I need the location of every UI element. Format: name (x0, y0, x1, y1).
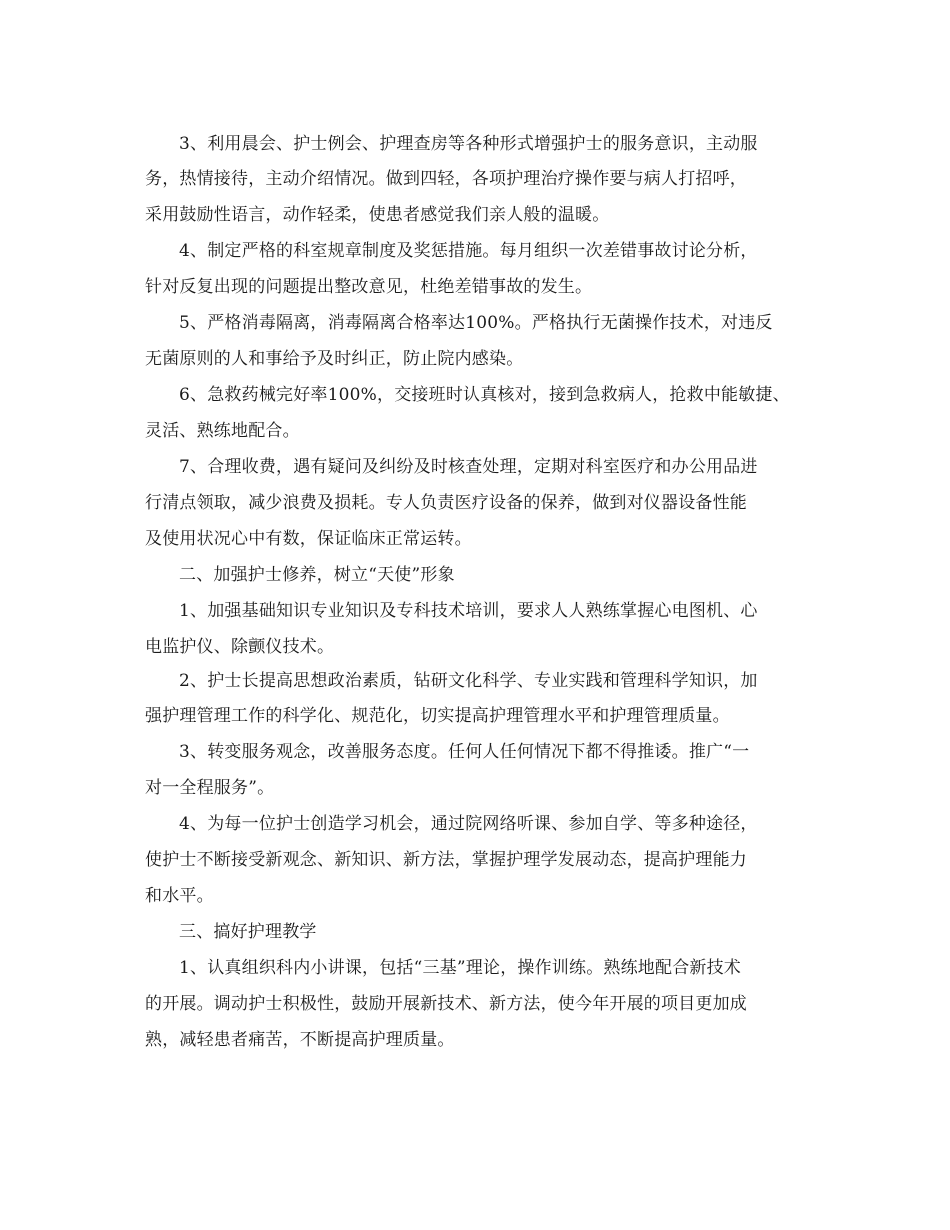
paragraph-line: 无菌原则的人和事给予及时纠正，防止院内感染。 (145, 349, 524, 369)
paragraph-line: 的开展。调动护士积极性，鼓励开展新技术、新方法，使今年开展的项目更加成 (145, 994, 747, 1014)
paragraph-line: 灵活、熟练地配合。 (145, 421, 300, 441)
paragraph-line: 和水平。 (145, 886, 214, 906)
paragraph-line: 务，热情接待，主动介绍情况。做到四轻，各项护理治疗操作要与病人打招呼， (145, 169, 747, 189)
section-heading: 二、加强护士修养，树立“天使”形象 (179, 565, 455, 585)
paragraph-line: 1、认真组织科内小讲课，包括“三基”理论，操作训练。熟练地配合新技术 (179, 958, 741, 978)
paragraph-line: 2、护士长提高思想政治素质，钻研文化科学、专业实践和管理科学知识，加 (179, 671, 758, 691)
paragraph-line: 1、加强基础知识专业知识及专科技术培训，要求人人熟练掌握心电图机、心 (179, 601, 758, 621)
paragraph-line: 采用鼓励性语言，动作轻柔，使患者感觉我们亲人般的温暖。 (145, 205, 610, 225)
paragraph-line: 行清点领取，减少浪费及损耗。专人负责医疗设备的保养，做到对仪器设备性能 (145, 493, 747, 513)
paragraph-line: 3、利用晨会、护士例会、护理查房等各种形式增强护士的服务意识，主动服 (179, 134, 758, 154)
paragraph-line: 电监护仪、除颤仪技术。 (145, 637, 335, 657)
paragraph-line: 对一全程服务”。 (145, 778, 275, 798)
paragraph-line: 强护理管理工作的科学化、规范化，切实提高护理管理水平和护理管理质量。 (145, 706, 730, 726)
paragraph-line: 针对反复出现的问题提出整改意见，杜绝差错事故的发生。 (145, 277, 593, 297)
paragraph-line: 7、合理收费，遇有疑问及纠纷及时核查处理，定期对科室医疗和办公用品进 (179, 457, 758, 477)
paragraph-line: 3、转变服务观念，改善服务态度。任何人任何情况下都不得推诿。推广“一 (179, 742, 750, 762)
paragraph-line: 6、急救药械完好率100%，交接班时认真核对，接到急救病人，抢救中能敏捷、 (179, 385, 790, 405)
paragraph-line: 4、为每一位护士创造学习机会，通过院网络听课、参加自学、等多种途径， (179, 814, 758, 834)
paragraph-line: 熟，减轻患者痛苦，不断提高护理质量。 (145, 1030, 455, 1050)
paragraph-line: 4、制定严格的科室规章制度及奖惩措施。每月组织一次差错事故讨论分析， (179, 241, 758, 261)
paragraph-line: 5、严格消毒隔离，消毒隔离合格率达100%。严格执行无菌操作技术，对违反 (179, 313, 773, 333)
section-heading: 三、搞好护理教学 (179, 922, 317, 942)
paragraph-line: 及使用状况心中有数，保证临床正常运转。 (145, 529, 472, 549)
paragraph-line: 使护士不断接受新观念、新知识、新方法，掌握护理学发展动态，提高护理能力 (145, 850, 747, 870)
